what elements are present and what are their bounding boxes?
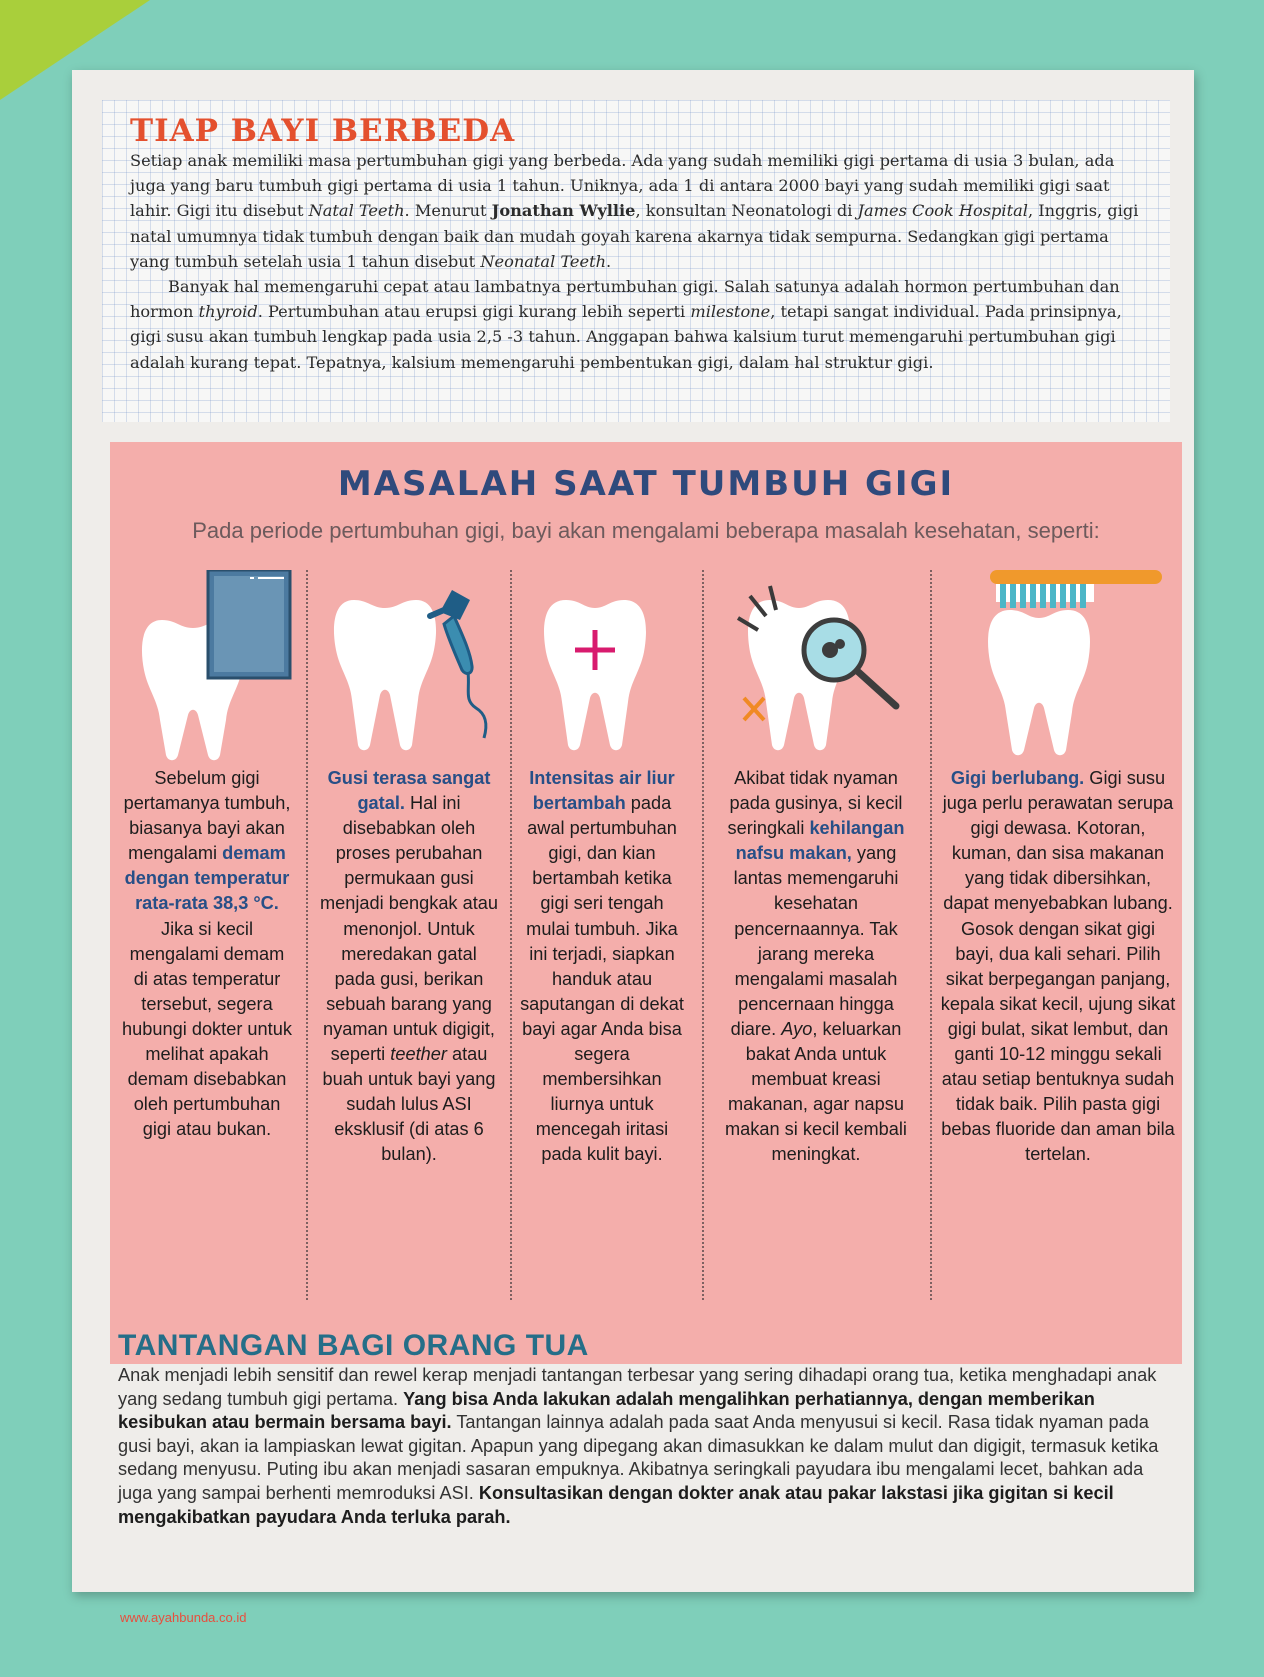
problem-column-fever bbox=[122, 570, 292, 1350]
problem-column-drool bbox=[520, 570, 684, 1350]
tooth-xray-icon bbox=[122, 570, 292, 770]
problem-text-fever: Sebelum gigi pertamanya tumbuh, biasanya bayi akan mengalami demam dengan temperatur rata-rata 38,3 °C. Jika si kecil mengalami demam di atas temperatur tersebut, segera hubungi dokter untuk melihat apakah demam disebabkan oleh pertumbuhan gigi atau bukan. bbox=[122, 768, 292, 1140]
tooth-plus-icon bbox=[520, 570, 684, 770]
column-divider bbox=[510, 570, 512, 1300]
section-tantangan-bagi-orang-tua bbox=[118, 1328, 1178, 1529]
problem-text-appetite: Akibat tidak nyaman pada gusinya, si kecil seringkali kehilangan nafsu makan, yang lantas memengaruhi kesehatan pencernaannya. Tak jarang mereka mengalami masalah pencernaan hingga diare. Ayo, keluarkan bakat Anda untuk membuat kreasi makanan, agar napsu makan si kecil kembali meningkat. bbox=[725, 768, 907, 1165]
section1-body bbox=[130, 148, 1142, 375]
problem-text-cavity: Gigi berlubang. Gigi susu juga perlu perawatan serupa gigi dewasa. Kotoran, kuman, dan sisa makanan yang tidak dibersihkan, dapat menyebabkan lubang. Gosok dengan sikat gigi bayi, dua kali sehari. Pilih sikat berpegangan panjang, kepala sikat kecil, ujung sikat gigi bulat, sikat lembut, dan ganti 10-12 minggu sekali atau setiap bentuknya sudah tidak baik. Pilih pasta gigi bebas fluoride dan aman bila tertelan. bbox=[940, 768, 1176, 1165]
page-paper bbox=[72, 70, 1194, 1592]
problem-text-itchy-gums: Gusi terasa sangat gatal. Hal ini disebabkan oleh proses perubahan permukaan gusi menjadi bengkak atau menonjol. Untuk meredakan gatal pada gusi, berikan sebuah barang yang nyaman untuk digigit, seperti teether atau buah untuk bayi yang sudah lulus ASI eksklusif (di atas 6 bulan). bbox=[320, 768, 498, 1165]
problem-column-appetite bbox=[714, 570, 918, 1350]
tooth-magnifier-icon bbox=[714, 570, 918, 770]
section1-title: TIAP BAYI BERBEDA bbox=[130, 113, 516, 149]
problem-column-cavity bbox=[940, 570, 1176, 1350]
section1-paragraph-2: Banyak hal memengaruhi cepat atau lambatnya pertumbuhan gigi. Salah satunya adalah hormon pertumbuhan dan hormon thyroid. Pertumbuhan atau erupsi gigi kurang lebih seperti milestone, tetapi sangat individual. Pada prinsipnya, gigi susu akan tumbuh lengkap pada usia 2,5 -3 tahun. Anggapan bahwa kalsium turut memengaruhi pertumbuhan gigi adalah kurang tepat. Tepatnya, kalsium memengaruhi pembentukan gigi, dalam hal struktur gigi. bbox=[130, 277, 1122, 372]
tooth-toothbrush-icon bbox=[940, 570, 1176, 770]
column-divider bbox=[306, 570, 308, 1300]
section-masalah-saat-tumbuh-gigi bbox=[110, 442, 1182, 1364]
footer-website[interactable]: www.ayahbunda.co.id bbox=[120, 1610, 247, 1625]
section1-paragraph-1: Setiap anak memiliki masa pertumbuhan gigi yang berbeda. Ada yang sudah memiliki gigi pertama di usia 3 bulan, ada juga yang baru tumbuh gigi pertama di usia 1 tahun. Uniknya, ada 1 di antara 2000 bayi yang sudah memiliki gigi saat lahir. Gigi itu disebut Natal Teeth. Menurut Jonathan Wyllie, konsultan Neonatologi di James Cook Hospital, Inggris, gigi natal umumnya tidak tumbuh dengan baik dan mudah goyah karena akarnya tidak sempurna. Sedangkan gigi pertama yang tumbuh setelah usia 1 tahun disebut Neonatal Teeth. bbox=[130, 151, 1139, 271]
section2-subtitle: Pada periode pertumbuhan gigi, bayi akan mengalami beberapa masalah kesehatan, seperti: bbox=[192, 518, 1100, 543]
section-tiap-bayi-berbeda bbox=[102, 100, 1170, 422]
section2-title: MASALAH SAAT TUMBUH GIGI bbox=[337, 464, 955, 504]
section3-body: Anak menjadi lebih sensitif dan rewel kerap menjadi tantangan terbesar yang sering dihadapi orang tua, ketika menghadapi anak yang sedang tumbuh gigi pertama. Yang bisa Anda lakukan adalah mengalihkan perhatiannya, dengan memberikan kesibukan atau bermain bersama bayi. Tantangan lainnya adalah pada saat Anda menyusui si kecil. Rasa tidak nyaman pada gusi bayi, akan ia lampiaskan lewat gigitan. Apapun yang dipegang akan dimasukkan ke dalam mulut dan digigit, termasuk ketika sedang menyusu. Puting ibu akan menjadi sasaran empuknya. Akibatnya seringkali payudara ibu mengalami lecet, bahkan ada juga yang sampai berhenti memroduksi ASI. Konsultasikan dengan dokter anak atau pakar lakstasi jika gigitan si kecil mengakibatkan payudara Anda terluka parah. bbox=[118, 1365, 1159, 1527]
problem-text-drool: Intensitas air liur bertambah pada awal pertumbuhan gigi, dan kian bertambah ketika gigi seri tengah mulai tumbuh. Jika ini terjadi, siapkan handuk atau saputangan di dekat bayi agar Anda bisa segera membersihkan liurnya untuk mencegah iritasi pada kulit bayi. bbox=[520, 768, 684, 1165]
column-divider bbox=[930, 570, 932, 1300]
problem-column-itchy-gums bbox=[320, 570, 498, 1350]
section3-title: TANTANGAN BAGI ORANG TUA bbox=[118, 1329, 589, 1362]
tooth-dental-drill-icon bbox=[320, 570, 498, 770]
column-divider bbox=[702, 570, 704, 1300]
